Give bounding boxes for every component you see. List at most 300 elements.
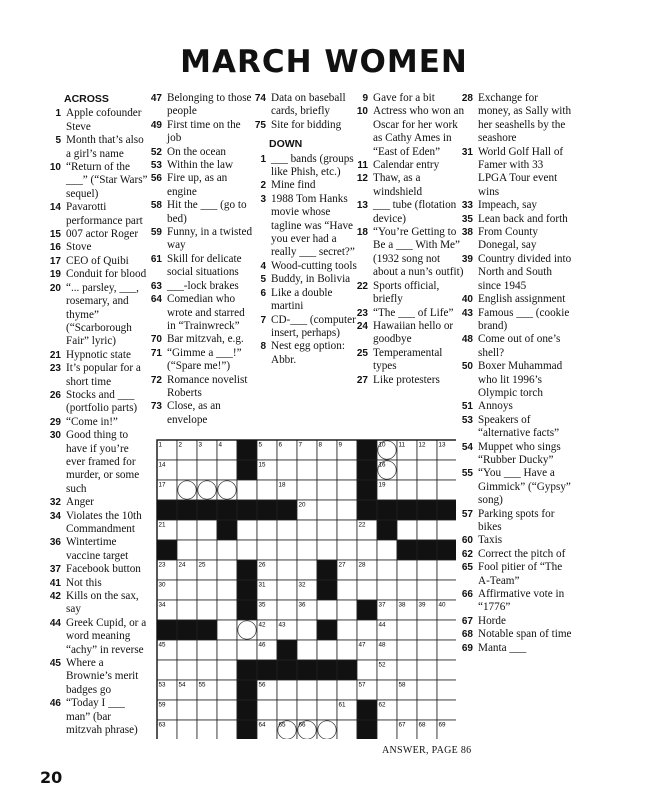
grid-cell[interactable] bbox=[177, 700, 197, 720]
grid-cell[interactable] bbox=[197, 640, 217, 660]
clue-number: 44 bbox=[49, 617, 61, 629]
clue-text: Mine find bbox=[271, 179, 316, 192]
clue-text: Manta ___ bbox=[478, 641, 527, 654]
grid-cell[interactable] bbox=[337, 720, 357, 739]
clue-text: First time on the job bbox=[167, 118, 241, 145]
grid-cell[interactable] bbox=[337, 620, 357, 640]
clue-item bbox=[149, 146, 254, 159]
grid-cell[interactable] bbox=[317, 540, 337, 560]
grid-cell[interactable] bbox=[357, 540, 377, 560]
clue-item bbox=[355, 307, 465, 320]
grid-number: 59 bbox=[158, 701, 166, 709]
clue-text: 007 actor Roger bbox=[66, 228, 139, 241]
grid-cell[interactable] bbox=[297, 520, 317, 540]
clue-text: Calendar entry bbox=[373, 159, 440, 172]
grid-block bbox=[217, 500, 237, 520]
grid-number: 68 bbox=[418, 721, 426, 729]
clue-number: 51 bbox=[461, 401, 473, 413]
grid-cell[interactable] bbox=[297, 680, 317, 700]
clue-item bbox=[355, 199, 465, 226]
grid-cell[interactable] bbox=[397, 640, 417, 660]
clue-number: 56 bbox=[150, 173, 162, 185]
clue-text: World Golf Hall of Famer with 33 LPGA Tour event wins bbox=[478, 145, 564, 198]
clue-item bbox=[460, 642, 572, 655]
grid-cell[interactable] bbox=[197, 600, 217, 620]
grid-cell[interactable] bbox=[337, 580, 357, 600]
clue-text: Close, as an envelope bbox=[167, 400, 221, 426]
clue-text: “You’re Getting to Be a ___ With Me” (1932 song not about a nun’s outfit) bbox=[373, 226, 464, 279]
grid-cell[interactable] bbox=[437, 620, 456, 640]
clue-text: Notable span of time bbox=[478, 628, 572, 641]
clue-number: 65 bbox=[461, 562, 473, 574]
clue-text: Facebook button bbox=[66, 563, 141, 576]
clue-text: Pavarotti performance part bbox=[66, 201, 143, 227]
clue-item bbox=[460, 508, 572, 535]
grid-block bbox=[237, 680, 257, 700]
clue-item bbox=[48, 617, 148, 657]
grid-number: 42 bbox=[258, 621, 266, 629]
grid-cell[interactable] bbox=[357, 660, 377, 680]
clue-text: Actress who won an Oscar for her work as Cathy Ames in “East of Eden” bbox=[373, 105, 465, 158]
grid-number: 36 bbox=[298, 601, 306, 609]
grid-number: 21 bbox=[158, 521, 166, 529]
clue-text: “Return of the ___” (“Star Wars” sequel) bbox=[66, 161, 148, 200]
grid-cell[interactable] bbox=[357, 620, 377, 640]
clue-text: Hawaiian hello or goodbye bbox=[373, 319, 454, 346]
grid-cell[interactable] bbox=[237, 620, 257, 640]
clue-text: Wood-cutting tools bbox=[271, 259, 357, 272]
clue-text: ___ bands (groups like Phish, etc.) bbox=[271, 152, 354, 179]
grid-number: 11 bbox=[398, 441, 406, 449]
clue-number: 48 bbox=[461, 334, 473, 346]
clue-text: Where a Brownie’s merit badges go bbox=[66, 657, 139, 696]
grid-cell[interactable] bbox=[277, 520, 297, 540]
clue-number: 10 bbox=[49, 162, 61, 174]
grid-number: 34 bbox=[158, 601, 166, 609]
clue-number: 52 bbox=[150, 146, 162, 158]
clue-item bbox=[48, 282, 148, 349]
grid-cell[interactable] bbox=[277, 460, 297, 480]
grid-block bbox=[237, 720, 257, 739]
grid-cell[interactable] bbox=[397, 560, 417, 580]
grid-number: 56 bbox=[258, 681, 266, 689]
grid-cell[interactable] bbox=[337, 520, 357, 540]
grid-number: 15 bbox=[258, 461, 266, 469]
grid-block bbox=[237, 440, 257, 460]
grid-cell[interactable] bbox=[277, 540, 297, 560]
grid-block bbox=[277, 640, 297, 660]
grid-cell[interactable] bbox=[437, 680, 456, 700]
clue-text: Stocks and ___ (portfolio parts) bbox=[66, 388, 138, 415]
grid-block bbox=[177, 500, 197, 520]
clue-item bbox=[355, 172, 465, 199]
grid-cell[interactable] bbox=[397, 620, 417, 640]
grid-cell[interactable] bbox=[377, 560, 397, 580]
clue-number: 53 bbox=[150, 160, 162, 172]
clue-number: 62 bbox=[461, 548, 473, 560]
grid-cell[interactable] bbox=[177, 460, 197, 480]
clue-number: 50 bbox=[461, 361, 473, 373]
grid-cell[interactable] bbox=[217, 460, 237, 480]
grid-cell[interactable] bbox=[177, 720, 197, 739]
across-heading: ACROSS bbox=[64, 93, 109, 105]
grid-cell[interactable] bbox=[217, 560, 237, 580]
grid-cell[interactable] bbox=[237, 540, 257, 560]
clue-column-2 bbox=[149, 92, 254, 427]
grid-cell[interactable] bbox=[217, 700, 237, 720]
grid-cell[interactable] bbox=[377, 720, 397, 739]
grid-cell[interactable] bbox=[217, 680, 237, 700]
grid-block bbox=[337, 660, 357, 680]
grid-cell[interactable] bbox=[377, 680, 397, 700]
clue-item bbox=[460, 226, 572, 253]
grid-cell[interactable] bbox=[297, 480, 317, 500]
clue-text: Exchange for money, as Sally with her seashells by the seashore bbox=[478, 92, 572, 145]
grid-cell[interactable] bbox=[297, 700, 317, 720]
grid-cell[interactable] bbox=[197, 480, 217, 500]
grid-block bbox=[237, 560, 257, 580]
clue-item bbox=[149, 92, 254, 119]
grid-cell[interactable] bbox=[197, 660, 217, 680]
grid-block bbox=[417, 540, 437, 560]
grid-cell[interactable] bbox=[177, 480, 197, 500]
clue-text: English assignment bbox=[478, 293, 566, 306]
grid-number: 27 bbox=[338, 561, 346, 569]
grid-cell[interactable] bbox=[257, 540, 277, 560]
clue-item bbox=[460, 213, 572, 226]
grid-cell[interactable] bbox=[357, 580, 377, 600]
grid-cell[interactable] bbox=[277, 580, 297, 600]
grid-cell[interactable] bbox=[417, 700, 437, 720]
grid-cell[interactable] bbox=[177, 660, 197, 680]
clue-text: Correct the pitch of bbox=[478, 547, 566, 560]
clue-item bbox=[460, 441, 572, 468]
grid-number: 30 bbox=[158, 581, 166, 589]
grid-cell[interactable] bbox=[437, 640, 456, 660]
grid-number: 52 bbox=[378, 661, 386, 669]
clue-item bbox=[48, 389, 148, 416]
clue-item bbox=[460, 333, 572, 360]
clue-number: 27 bbox=[356, 374, 368, 386]
grid-cell[interactable] bbox=[177, 520, 197, 540]
page-number: 20 bbox=[40, 768, 63, 787]
clue-item bbox=[460, 253, 572, 293]
grid-block bbox=[217, 520, 237, 540]
clue-text: ___ tube (flotation device) bbox=[373, 199, 457, 225]
clue-item bbox=[460, 467, 572, 507]
grid-number: 14 bbox=[158, 461, 166, 469]
grid-cell[interactable] bbox=[417, 560, 437, 580]
grid-cell[interactable] bbox=[337, 500, 357, 520]
clue-text: Data on baseball cards, briefly bbox=[271, 92, 346, 118]
grid-cell[interactable] bbox=[317, 520, 337, 540]
grid-cell[interactable] bbox=[377, 540, 397, 560]
grid-cell[interactable] bbox=[397, 480, 417, 500]
clue-number: 20 bbox=[49, 282, 61, 294]
grid-cell[interactable] bbox=[217, 640, 237, 660]
grid-number: 8 bbox=[318, 441, 323, 449]
clue-item bbox=[253, 260, 357, 273]
clue-text: “Come in!” bbox=[66, 415, 118, 428]
grid-cell[interactable] bbox=[437, 560, 456, 580]
clue-text: “Gimme a ___!” (“Spare me!”) bbox=[167, 346, 242, 373]
grid-cell[interactable] bbox=[317, 500, 337, 520]
clue-item bbox=[149, 400, 254, 427]
grid-cell[interactable] bbox=[397, 460, 417, 480]
clue-number: 60 bbox=[461, 535, 473, 547]
grid-cell[interactable] bbox=[417, 620, 437, 640]
grid-cell[interactable] bbox=[277, 680, 297, 700]
grid-cell[interactable] bbox=[417, 680, 437, 700]
grid-cell[interactable] bbox=[397, 580, 417, 600]
clue-number: 31 bbox=[461, 146, 473, 158]
grid-cell[interactable] bbox=[197, 580, 217, 600]
grid-cell[interactable] bbox=[297, 460, 317, 480]
grid-cell[interactable] bbox=[237, 520, 257, 540]
grid-cell[interactable] bbox=[217, 580, 237, 600]
clue-text: Fool pitier of “The A-Team” bbox=[478, 561, 563, 587]
clue-text: CEO of Quibi bbox=[66, 254, 129, 267]
grid-cell[interactable] bbox=[177, 540, 197, 560]
grid-cell[interactable] bbox=[437, 660, 456, 680]
grid-cell[interactable] bbox=[437, 700, 456, 720]
grid-cell[interactable] bbox=[337, 640, 357, 660]
clue-text: Wintertime vaccine target bbox=[66, 536, 129, 562]
grid-cell[interactable] bbox=[197, 700, 217, 720]
grid-cell[interactable] bbox=[397, 520, 417, 540]
clue-column-1 bbox=[48, 92, 148, 738]
grid-cell[interactable] bbox=[177, 640, 197, 660]
clue-number: 40 bbox=[461, 294, 473, 306]
grid-number: 35 bbox=[258, 601, 266, 609]
clue-item bbox=[48, 161, 148, 201]
clue-text: “You ___ Have a Gimmick” (“Gypsy” song) bbox=[478, 467, 571, 507]
clue-item bbox=[149, 293, 254, 333]
grid-cell[interactable] bbox=[417, 640, 437, 660]
grid-cell[interactable] bbox=[277, 560, 297, 580]
grid-cell[interactable] bbox=[197, 720, 217, 739]
clue-column-3 bbox=[253, 92, 357, 367]
clue-number: 57 bbox=[461, 508, 473, 520]
grid-block bbox=[157, 540, 177, 560]
clue-text: “Today I ___ man” (bar mitzvah phrase) bbox=[66, 697, 138, 737]
clue-item bbox=[48, 362, 148, 389]
grid-cell[interactable] bbox=[417, 460, 437, 480]
grid-cell[interactable] bbox=[437, 460, 456, 480]
clue-item bbox=[149, 159, 254, 172]
clue-number: 22 bbox=[356, 280, 368, 292]
clue-text: CD-___ (computer insert, perhaps) bbox=[271, 313, 356, 339]
clue-number: 15 bbox=[49, 229, 61, 241]
clue-number: 34 bbox=[49, 510, 61, 522]
clue-item bbox=[460, 534, 572, 547]
clue-item bbox=[48, 697, 148, 737]
clue-number: 47 bbox=[150, 93, 162, 104]
grid-cell[interactable] bbox=[277, 600, 297, 620]
grid-cell[interactable] bbox=[337, 600, 357, 620]
clue-text: Good thing to have if you’re ever framed for murder, or some such bbox=[66, 429, 140, 495]
clue-text: Hit the ___ (go to bed) bbox=[167, 199, 247, 225]
grid-cell[interactable] bbox=[417, 580, 437, 600]
grid-cell[interactable] bbox=[217, 720, 237, 739]
grid-block bbox=[237, 500, 257, 520]
clue-number: 63 bbox=[150, 280, 162, 292]
clue-number: 37 bbox=[49, 564, 61, 576]
clue-number: 53 bbox=[461, 414, 473, 426]
grid-cell[interactable] bbox=[297, 560, 317, 580]
grid-number: 55 bbox=[198, 681, 206, 689]
clue-number: 1 bbox=[260, 153, 266, 165]
clue-text: It’s popular for a short time bbox=[66, 362, 141, 388]
grid-block bbox=[357, 480, 377, 500]
clue-item bbox=[355, 159, 465, 172]
clue-number: 59 bbox=[150, 227, 162, 239]
clue-item bbox=[149, 347, 254, 374]
grid-cell[interactable] bbox=[437, 580, 456, 600]
grid-cell[interactable] bbox=[417, 660, 437, 680]
clue-item bbox=[149, 333, 254, 346]
clue-item bbox=[48, 536, 148, 563]
clue-text: Horde bbox=[478, 614, 506, 627]
clue-text: Speakers of “alternative facts” bbox=[478, 413, 560, 440]
grid-block bbox=[357, 720, 377, 739]
clue-text: Not this bbox=[66, 576, 102, 589]
grid-cell[interactable] bbox=[197, 520, 217, 540]
grid-cell[interactable] bbox=[437, 520, 456, 540]
grid-cell[interactable] bbox=[417, 520, 437, 540]
clue-text: Apple cofounder Steve bbox=[66, 107, 142, 133]
grid-cell[interactable] bbox=[317, 640, 337, 660]
clue-item bbox=[460, 293, 572, 306]
grid-cell[interactable] bbox=[337, 460, 357, 480]
grid-cell[interactable] bbox=[317, 700, 337, 720]
grid-cell[interactable] bbox=[297, 540, 317, 560]
clue-item bbox=[149, 199, 254, 226]
clue-item bbox=[460, 199, 572, 212]
grid-cell[interactable] bbox=[177, 600, 197, 620]
clue-text: Muppet who sings “Rubber Ducky” bbox=[478, 440, 561, 466]
clue-item bbox=[48, 416, 148, 429]
grid-cell[interactable] bbox=[197, 460, 217, 480]
grid-cell[interactable] bbox=[337, 680, 357, 700]
clue-number: 5 bbox=[260, 274, 266, 286]
grid-cell[interactable] bbox=[277, 700, 297, 720]
crossword-grid bbox=[156, 439, 456, 739]
grid-cell[interactable] bbox=[297, 640, 317, 660]
clue-column-5 bbox=[460, 92, 572, 655]
grid-number: 44 bbox=[378, 621, 386, 629]
clue-number: 46 bbox=[49, 698, 61, 710]
grid-cell[interactable] bbox=[317, 480, 337, 500]
clue-item bbox=[460, 307, 572, 334]
grid-cell[interactable] bbox=[417, 480, 437, 500]
clue-text: Thaw, as a windshield bbox=[373, 172, 423, 198]
clue-item bbox=[355, 374, 465, 387]
clue-number: 61 bbox=[150, 253, 162, 265]
grid-cell[interactable] bbox=[397, 660, 417, 680]
puzzle-title: MARCH WOMEN bbox=[180, 44, 468, 80]
clue-text: Lean back and forth bbox=[478, 212, 568, 225]
grid-cell[interactable] bbox=[317, 600, 337, 620]
clue-item bbox=[253, 314, 357, 341]
clue-item bbox=[149, 172, 254, 199]
clue-item bbox=[460, 414, 572, 441]
clue-number: 25 bbox=[356, 347, 368, 359]
clue-text: Parking spots for bikes bbox=[478, 507, 555, 533]
grid-number: 28 bbox=[358, 561, 366, 569]
grid-cell[interactable] bbox=[237, 480, 257, 500]
grid-cell[interactable] bbox=[337, 480, 357, 500]
grid-cell[interactable] bbox=[217, 480, 237, 500]
clue-number: 72 bbox=[150, 374, 162, 386]
clue-number: 19 bbox=[49, 269, 61, 281]
grid-cell[interactable] bbox=[377, 580, 397, 600]
clue-item bbox=[253, 193, 357, 260]
clue-item bbox=[355, 92, 465, 105]
grid-number: 39 bbox=[418, 601, 426, 609]
grid-cell[interactable] bbox=[217, 600, 237, 620]
grid-cell[interactable] bbox=[257, 480, 277, 500]
grid-number: 9 bbox=[338, 441, 343, 449]
grid-cell[interactable] bbox=[217, 620, 237, 640]
grid-number: 25 bbox=[198, 561, 206, 569]
clue-text: On the ocean bbox=[167, 145, 227, 158]
clue-text: Violates the 10th Commandment bbox=[66, 509, 142, 535]
grid-block bbox=[197, 500, 217, 520]
grid-cell[interactable] bbox=[317, 460, 337, 480]
clue-number: 67 bbox=[461, 615, 473, 627]
grid-block bbox=[317, 560, 337, 580]
grid-cell[interactable] bbox=[337, 540, 357, 560]
clue-number: 43 bbox=[461, 307, 473, 319]
clue-item bbox=[253, 119, 357, 132]
clue-item bbox=[149, 280, 254, 293]
clue-text: Skill for delicate social situations bbox=[167, 252, 242, 279]
grid-cell[interactable] bbox=[297, 620, 317, 640]
clue-item bbox=[48, 429, 148, 496]
clue-text: Affirmative vote in “1776” bbox=[478, 588, 565, 614]
grid-cell[interactable] bbox=[237, 640, 257, 660]
clue-item bbox=[48, 228, 148, 241]
clue-number: 38 bbox=[461, 227, 473, 239]
grid-cell[interactable] bbox=[437, 480, 456, 500]
grid-cell[interactable] bbox=[157, 660, 177, 680]
clue-text: 1988 Tom Hanks movie whose tagline was “Have you ever had a really ___ secret?” bbox=[271, 192, 355, 259]
grid-number: 24 bbox=[178, 561, 186, 569]
grid-cell[interactable] bbox=[217, 660, 237, 680]
grid-number: 57 bbox=[358, 681, 366, 689]
clue-item bbox=[48, 496, 148, 509]
grid-number: 67 bbox=[398, 721, 406, 729]
clue-number: 39 bbox=[461, 253, 473, 265]
grid-cell[interactable] bbox=[257, 700, 277, 720]
grid-cell[interactable] bbox=[197, 540, 217, 560]
grid-cell[interactable] bbox=[397, 700, 417, 720]
clue-text: Belonging to those people bbox=[167, 92, 252, 118]
clue-item bbox=[48, 577, 148, 590]
clue-column-4 bbox=[355, 92, 465, 387]
clue-text: “The ___ of Life” bbox=[373, 306, 454, 319]
clue-text: Greek Cupid, or a word meaning “achy” in reverse bbox=[66, 616, 147, 656]
grid-cell[interactable] bbox=[317, 680, 337, 700]
clue-number: 42 bbox=[49, 591, 61, 603]
grid-cell[interactable] bbox=[257, 520, 277, 540]
grid-number: 10 bbox=[378, 441, 386, 449]
grid-cell[interactable] bbox=[177, 580, 197, 600]
clue-number: 66 bbox=[461, 589, 473, 601]
grid-block bbox=[357, 600, 377, 620]
grid-cell[interactable] bbox=[217, 540, 237, 560]
